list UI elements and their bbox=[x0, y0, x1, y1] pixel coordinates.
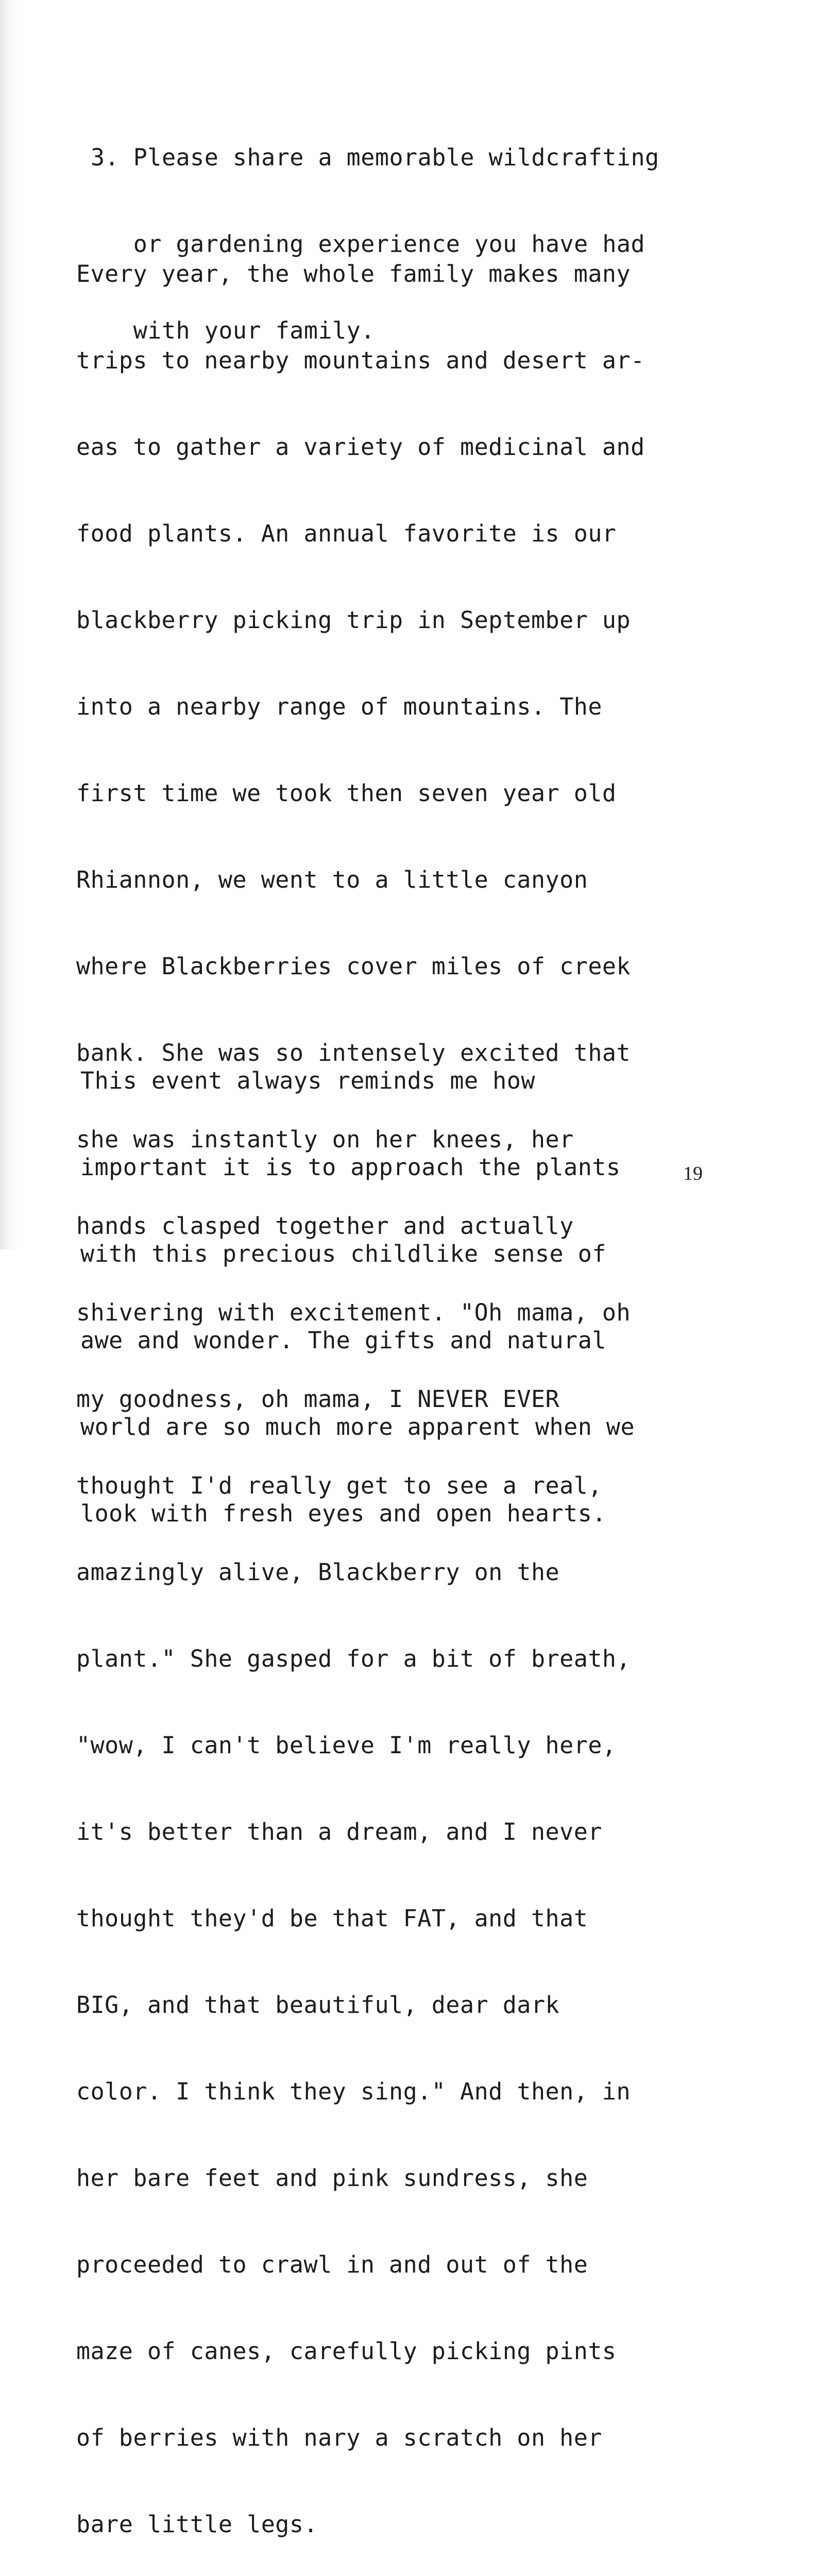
answer-line: BIG, and that beautiful, dear dark bbox=[76, 1991, 560, 2019]
answer-line: amazingly alive, Blackberry on the bbox=[76, 1558, 560, 1586]
question-line: with your family. bbox=[91, 317, 375, 344]
answer-line: thought I'd really get to see a real, bbox=[76, 1472, 602, 1499]
answer-line: into a nearby range of mountains. The bbox=[76, 693, 602, 720]
reflection-line: world are so much more apparent when we bbox=[80, 1413, 635, 1440]
answer-line: it's better than a dream, and I never bbox=[76, 1818, 602, 1845]
answer-line: first time we took then seven year old bbox=[76, 779, 617, 807]
reflection-line: important it is to approach the plants bbox=[80, 1154, 621, 1181]
answer-line: food plants. An annual favorite is our bbox=[76, 520, 617, 547]
reflection-line: with this precious childlike sense of bbox=[80, 1240, 606, 1267]
reflection-line: This event always reminds me how bbox=[80, 1067, 535, 1094]
reflection-line: awe and wonder. The gifts and natural bbox=[80, 1327, 606, 1354]
answer-line: hands clasped together and actually bbox=[76, 1212, 574, 1240]
reflection-paragraph bbox=[80, 1009, 635, 1586]
answer-line: bank. She was so intensely excited that bbox=[76, 1039, 631, 1066]
answer-line: Rhiannon, we went to a little canyon bbox=[76, 866, 588, 893]
answer-line: trips to nearby mountains and desert ar- bbox=[76, 347, 645, 374]
answer-line: proceeded to crawl in and out of the bbox=[76, 2251, 588, 2278]
answer-line: Every year, the whole family makes many bbox=[76, 260, 631, 287]
answer-line: color. I think they sing." And then, in bbox=[76, 2078, 631, 2105]
page-number: 19 bbox=[683, 1163, 703, 1184]
answer-line: shivering with excitement. "Oh mama, oh bbox=[76, 1299, 631, 1326]
answer-line: blackberry picking trip in September up bbox=[76, 606, 631, 634]
answer-line: maze of canes, carefully picking pints bbox=[76, 2337, 617, 2365]
answer-line: my goodness, oh mama, I NEVER EVER bbox=[76, 1385, 560, 1413]
answer-line: of berries with nary a scratch on her bbox=[76, 2424, 602, 2451]
answer-line: thought they'd be that FAT, and that bbox=[76, 1905, 588, 1932]
answer-line: plant." She gasped for a bit of breath, bbox=[76, 1645, 631, 1672]
answer-line: "wow, I can't believe I'm really here, bbox=[76, 1732, 617, 1759]
question-line: or gardening experience you have had bbox=[91, 230, 645, 258]
answer-line: bare little legs. bbox=[76, 2511, 318, 2538]
answer-line: eas to gather a variety of medicinal and bbox=[76, 433, 645, 461]
question-line: 3. Please share a memorable wildcrafting bbox=[91, 144, 659, 171]
answer-line: she was instantly on her knees, her bbox=[76, 1126, 574, 1153]
reflection-line: look with fresh eyes and open hearts. bbox=[80, 1500, 606, 1527]
answer-line: where Blackberries cover miles of creek bbox=[76, 953, 631, 980]
answer-line: her bare feet and pink sundress, she bbox=[76, 2164, 588, 2192]
